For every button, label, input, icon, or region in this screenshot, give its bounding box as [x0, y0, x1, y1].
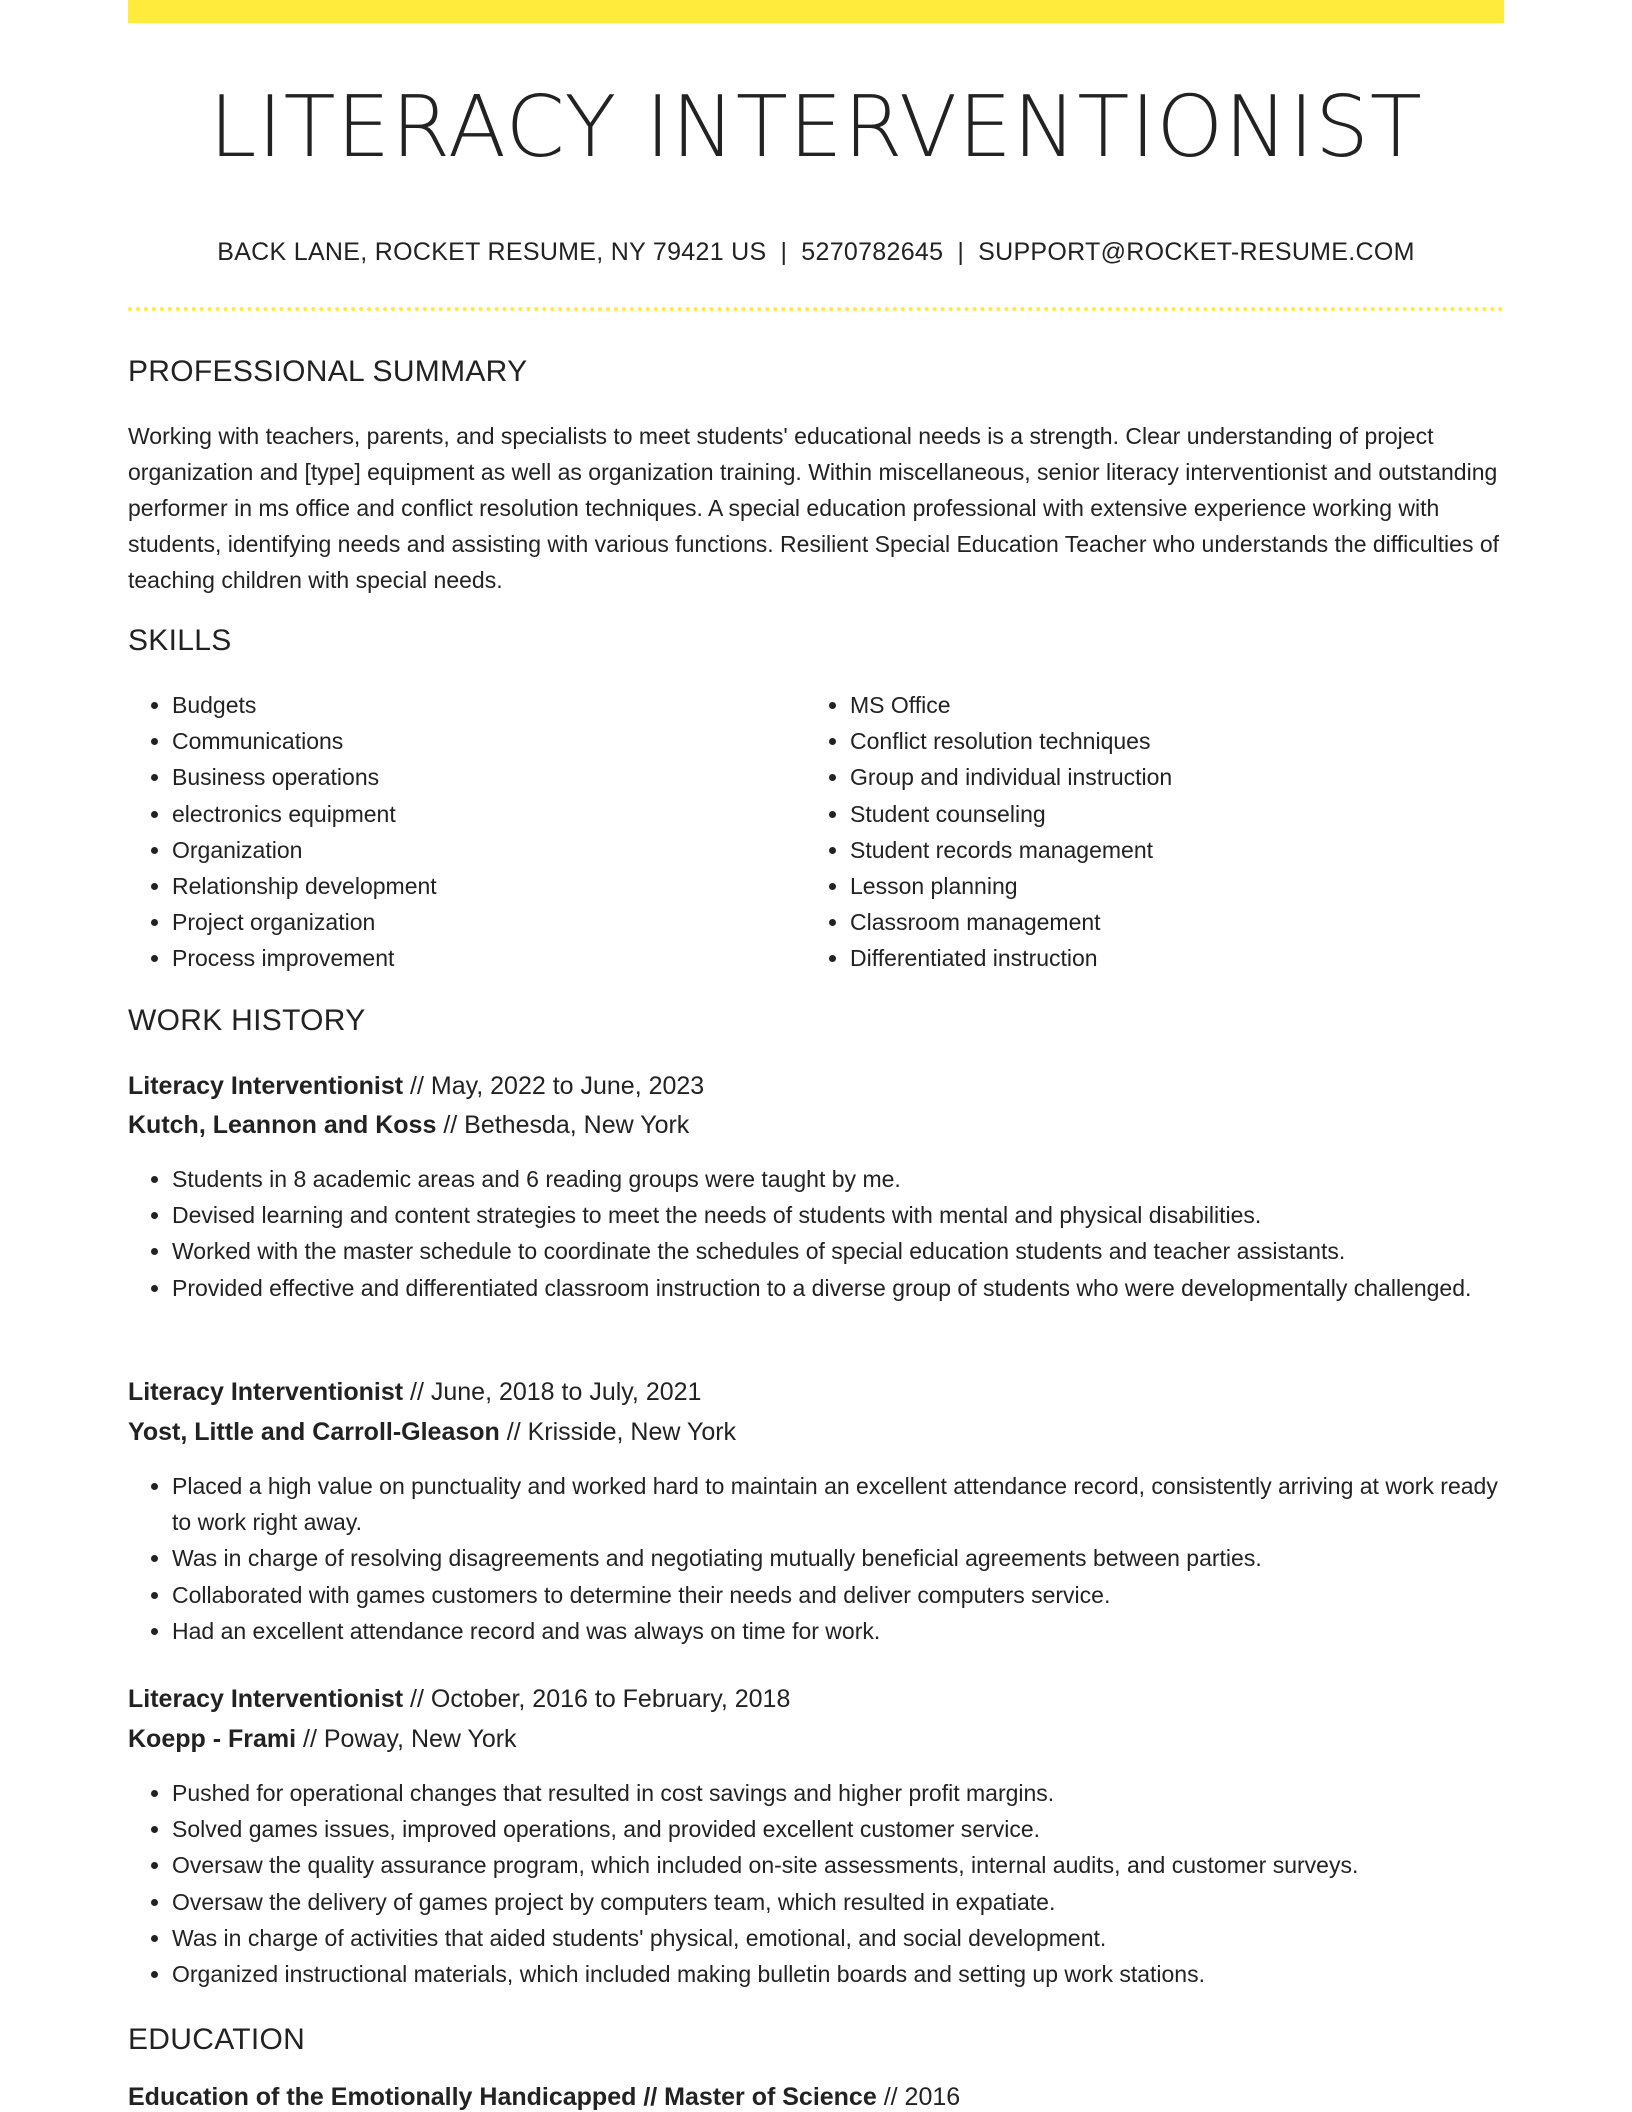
list-item: • Oversaw the quality assurance program, which included on-site assessments, internal audits, and customer surveys.	[172, 1847, 1504, 1883]
education-heading: EDUCATION	[128, 2023, 306, 2056]
job-dates: // May, 2022 to June, 2023	[410, 1072, 705, 1100]
job-title-line	[128, 1067, 704, 1105]
list-item: • Collaborated with games customers to determine their needs and deliver computers service.	[172, 1577, 1504, 1613]
job-company-line	[128, 1413, 736, 1451]
list-item: • Students in 8 academic areas and 6 reading groups were taught by me.	[172, 1161, 1504, 1197]
contact-separator: |	[957, 238, 965, 266]
skill-item: • Project organization	[172, 904, 832, 940]
job-bullets	[128, 1161, 1504, 1306]
skill-item: • Group and individual instruction	[850, 759, 1510, 795]
job-location: // Bethesda, New York	[443, 1111, 690, 1139]
skill-item: • Conflict resolution techniques	[850, 723, 1510, 759]
candidate-title: LITERACY INTERVENTIONIST	[209, 78, 1423, 177]
list-item: • Solved games issues, improved operations, and provided excellent customer service.	[172, 1811, 1504, 1847]
contact-phone: 5270782645	[801, 238, 944, 266]
job-title-line	[128, 1373, 701, 1411]
skill-item: • Student records management	[850, 832, 1510, 868]
skills-heading: SKILLS	[128, 624, 232, 657]
list-item: • Oversaw the delivery of games project by computers team, which resulted in expatiate.	[172, 1884, 1504, 1920]
list-item: • Organized instructional materials, which included making bulletin boards and setting up work stations.	[172, 1956, 1504, 1992]
contact-email: SUPPORT@ROCKET-RESUME.COM	[978, 238, 1415, 266]
job-dates: // June, 2018 to July, 2021	[410, 1378, 702, 1406]
list-item: • Was in charge of resolving disagreements and negotiating mutually beneficial agreements between parties.	[172, 1540, 1504, 1576]
accent-bar	[128, 0, 1504, 23]
job-location: // Poway, New York	[303, 1725, 517, 1753]
list-item: • Placed a high value on punctuality and worked hard to maintain an excellent attendance record, consistently arriving at work ready to work right away.	[172, 1468, 1504, 1540]
education-degree: Education of the Emotionally Handicapped // Master of Science	[128, 2083, 877, 2111]
skill-item: • Relationship development	[172, 868, 832, 904]
list-item: • Had an excellent attendance record and was always on time for work.	[172, 1613, 1504, 1649]
education-year: // 2016	[883, 2083, 961, 2111]
skill-item: • Process improvement	[172, 940, 832, 976]
skill-item: • MS Office	[850, 687, 1510, 723]
summary-heading: PROFESSIONAL SUMMARY	[128, 355, 528, 388]
summary-text: Working with teachers, parents, and specialists to meet students' educational needs is a strength. Clear understanding of project organization and [type] equipment as well as organization training. Within miscellaneous, senior literacy interventionist and outstanding performer in ms office and conflict resolution techniques. A special education professional with extensive experience working with students, identifying needs and assisting with various functions. Resilient Special Education Teacher who understands the difficulties of teaching children with special needs.	[128, 423, 1500, 593]
job-role: Literacy Interventionist	[128, 1072, 404, 1100]
job-location: // Krisside, New York	[506, 1418, 737, 1446]
job-company-line	[128, 1720, 517, 1758]
skill-item: • electronics equipment	[172, 796, 832, 832]
skill-item: • Student counseling	[850, 796, 1510, 832]
skill-item: • Classroom management	[850, 904, 1510, 940]
job-company-line	[128, 1106, 689, 1144]
list-item: • Devised learning and content strategies to meet the needs of students with mental and physical disabilities.	[172, 1197, 1504, 1233]
job-role: Literacy Interventionist	[128, 1685, 404, 1713]
job-title-line	[128, 1680, 790, 1718]
skills-list-right	[806, 687, 1510, 977]
job-dates: // October, 2016 to February, 2018	[410, 1685, 791, 1713]
skill-item: • Business operations	[172, 759, 832, 795]
list-item: • Pushed for operational changes that resulted in cost savings and higher profit margins.	[172, 1775, 1504, 1811]
contact-separator: |	[780, 238, 788, 266]
education-entry	[128, 2083, 960, 2112]
job-company: Koepp - Frami	[128, 1725, 297, 1753]
list-item: • Provided effective and differentiated classroom instruction to a diverse group of students who were developmentally challenged.	[172, 1270, 1504, 1306]
list-item: • Was in charge of activities that aided students' physical, emotional, and social development.	[172, 1920, 1504, 1956]
job-bullets	[128, 1468, 1504, 1649]
contact-address: BACK LANE, ROCKET RESUME, NY 79421 US	[217, 238, 767, 266]
dotted-divider	[128, 307, 1504, 311]
contact-line	[128, 238, 1504, 267]
job-company: Kutch, Leannon and Koss	[128, 1111, 437, 1139]
list-item: • Worked with the master schedule to coordinate the schedules of special education students and teacher assistants.	[172, 1233, 1504, 1269]
skills-list-left	[128, 687, 832, 977]
job-company: Yost, Little and Carroll-Gleason	[128, 1418, 500, 1446]
job-bullets	[128, 1775, 1504, 1992]
job-role: Literacy Interventionist	[128, 1378, 404, 1406]
skill-item: • Communications	[172, 723, 832, 759]
skill-item: • Budgets	[172, 687, 832, 723]
skill-item: • Differentiated instruction	[850, 940, 1510, 976]
skill-item: • Organization	[172, 832, 832, 868]
skill-item: • Lesson planning	[850, 868, 1510, 904]
work-history-heading: WORK HISTORY	[128, 1004, 366, 1037]
